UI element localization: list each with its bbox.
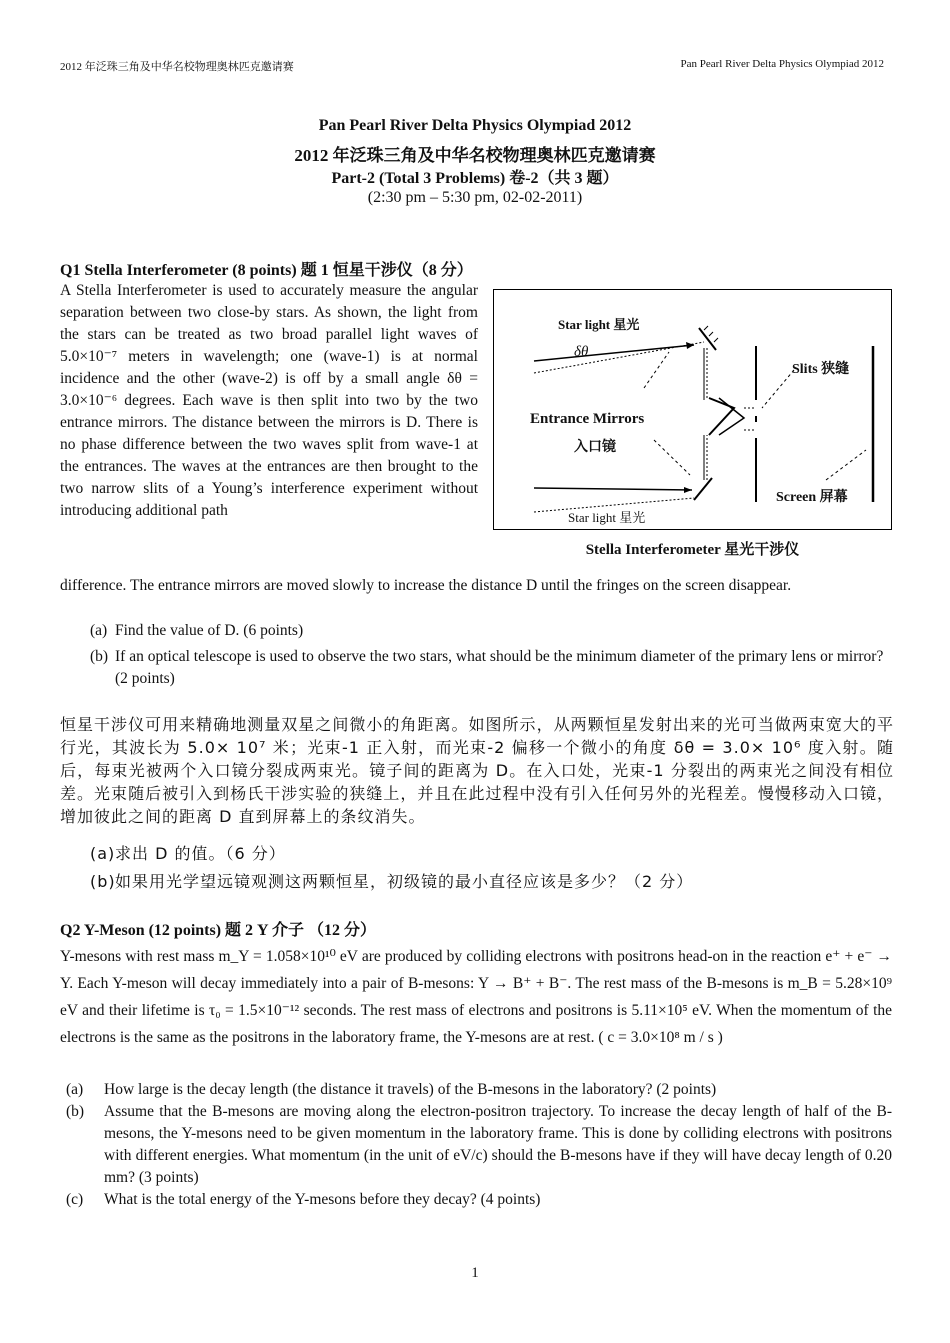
fig-screen: Screen 屏幕 bbox=[776, 490, 848, 505]
q2-part-a-text: How large is the decay length (the distance it travels) of the B-mesons in the laboratory? (2 points) bbox=[104, 1081, 717, 1098]
label-a: (a) bbox=[90, 622, 108, 639]
q1-part-a-text: Find the value of D. (6 points) bbox=[115, 622, 304, 639]
page-number: 1 bbox=[471, 1265, 479, 1281]
q2-paragraph: Y-mesons with rest mass m_Y = 1.058×10¹⁰ eV are produced by colliding electrons with positrons head-on in the reaction e⁺ + e⁻ → Y. Each Y-meson will decay immediately into a pair of B-mesons: Y → B⁺ + B⁻. The rest mass of the B-mesons is m_B = 5.28×10⁹ eV and their lifetime is τ₀ = 1.5×10⁻¹² seconds. The rest mass of electrons and positrons is 5.11×10⁵ eV. When the momentum of the electrons is the same as the positrons in the laboratory frame, the Y-mesons are at rest. ( c = 3.0×10⁸ m / s ) bbox=[60, 948, 892, 1046]
fig-entrance-mirrors: Entrance Mirrors bbox=[530, 411, 645, 427]
q1-chinese-part-b-text: 如果用光学望远镜观测这两颗恒星，初级镜的最小直径应该是多少？（2 分） bbox=[115, 872, 694, 891]
q1-part-b bbox=[90, 646, 890, 692]
q1-chinese-part-b bbox=[90, 870, 890, 896]
q2-part-a bbox=[66, 1079, 892, 1103]
q1-chinese-paragraph: 恒星干涉仪可用来精确地测量双星之间微小的角距离。如图所示，从两颗恒星发射出来的光可当做两束宽大的平行光，其波长为 5.0× 10⁷ 米；光束-1 正入射，而光束-2 偏移一个微小的角度 δθ = 3.0× 10⁶ 度入射。随后，每束光被两个入口镜分裂成两束光。镜子间的距离为 D。在入口处，光束-1 分裂出的两束光之间没有相位差。光束随后被引入到杨氏干涉实验的狭缝上，并且在此过程中没有引入任何另外的光程差。慢慢移动入口镜，增加彼此之间的距离 D 直到屏幕上的条纹消失。 bbox=[60, 715, 894, 826]
label-c: (c) bbox=[66, 1191, 84, 1208]
fig-delta-theta: δθ bbox=[574, 344, 589, 360]
q2-heading: Q2 Y-Meson (12 points) 题 2 Y 介子 （12 分） bbox=[60, 922, 377, 939]
interferometer-figure bbox=[493, 289, 892, 530]
title-line3: Part-2 (Total 3 Problems) 卷-2（共 3 题） bbox=[331, 170, 619, 187]
header-right: Pan Pearl River Delta Physics Olympiad 2012 bbox=[680, 58, 884, 70]
figure-caption: Stella Interferometer 星光干涉仪 bbox=[585, 542, 800, 558]
q1-chinese-part-a-text: 求出 D 的值。（6 分） bbox=[115, 844, 286, 863]
label-a: (a) bbox=[90, 844, 116, 863]
q1-paragraph-narrow: A Stella Interferometer is used to accurately measure the angular separation between two close-by stars. As shown, the light from the stars can be treated as two broad parallel light waves of 5.0×10⁻⁷ meters in wavelength; one (wave-1) is at normal incidence and the other (wave-2) is off by a small angle δθ = 3.0×10⁻⁶ degrees. Each wave is then split into two by the two entrance mirrors. The distance between the mirrors is D. There is no phase difference between the two waves split from wave-1 at the entrances. The waves at the entrances are then brought to the two narrow slits of a Young’s interference experiment without introducing additional path bbox=[60, 282, 478, 519]
label-b: (b) bbox=[90, 648, 109, 665]
arrow-head bbox=[686, 342, 694, 349]
q2-part-c-text: What is the total energy of the Y-mesons before they decay? (4 points) bbox=[104, 1191, 541, 1208]
label-a: (a) bbox=[66, 1081, 84, 1098]
q1-heading: Q1 Stella Interferometer (8 points) 题 1 恒星干涉仪（8 分） bbox=[60, 262, 473, 279]
entrance-mirror-bottom bbox=[694, 478, 712, 500]
q1-part-b-text: If an optical telescope is used to observe the two stars, what should be the minimum diameter of the primary lens or mirror? (2 points) bbox=[115, 648, 884, 687]
title-line4: (2:30 pm – 5:30 pm, 02-02-2011) bbox=[367, 189, 583, 206]
header-left: 2012 年泛珠三角及中华名校物理奥林匹克邀请赛 bbox=[60, 61, 294, 73]
label-b: (b) bbox=[66, 1103, 85, 1120]
q1-part-a bbox=[90, 620, 890, 644]
q1-paragraph-wide: difference. The entrance mirrors are moved slowly to increase the distance D until the fringes on the screen disappear. bbox=[60, 577, 792, 594]
pointer-mirrors-top bbox=[644, 352, 669, 388]
q2-part-b bbox=[66, 1101, 892, 1193]
fig-star-light-bottom: Star light 星光 bbox=[568, 510, 646, 525]
pointer-slits bbox=[762, 370, 794, 408]
title-line2: 2012 年泛珠三角及中华名校物理奥林匹克邀请赛 bbox=[294, 146, 656, 165]
q2-part-c bbox=[66, 1189, 892, 1213]
q2-part-b-text: Assume that the B-mesons are moving along the electron-positron trajectory. To increase the decay length of half of the B-mesons, the Y-mesons need to be given momentum in the laboratory frame. This is done by colliding electrons with positrons with different energies. What momentum (in the unit of eV/c) should the B-mesons have if they will have decay length of 0.20 mm? (3 points) bbox=[104, 1103, 892, 1186]
fig-slits: Slits 狭缝 bbox=[792, 362, 850, 377]
q1-chinese-part-a bbox=[90, 842, 890, 868]
fig-entrance-mirrors-cn: 入口镜 bbox=[574, 440, 616, 455]
central-mirror bbox=[709, 398, 734, 435]
fig-star-light-top: Star light 星光 bbox=[558, 317, 640, 332]
entrance-mirror-top bbox=[699, 328, 716, 350]
title-line1: Pan Pearl River Delta Physics Olympiad 2012 bbox=[318, 117, 632, 134]
pointer-screen bbox=[826, 450, 866, 480]
light-ray-bottom-1 bbox=[534, 488, 692, 490]
label-b: (b) bbox=[90, 872, 116, 891]
pointer-mirrors-bottom bbox=[654, 440, 690, 475]
